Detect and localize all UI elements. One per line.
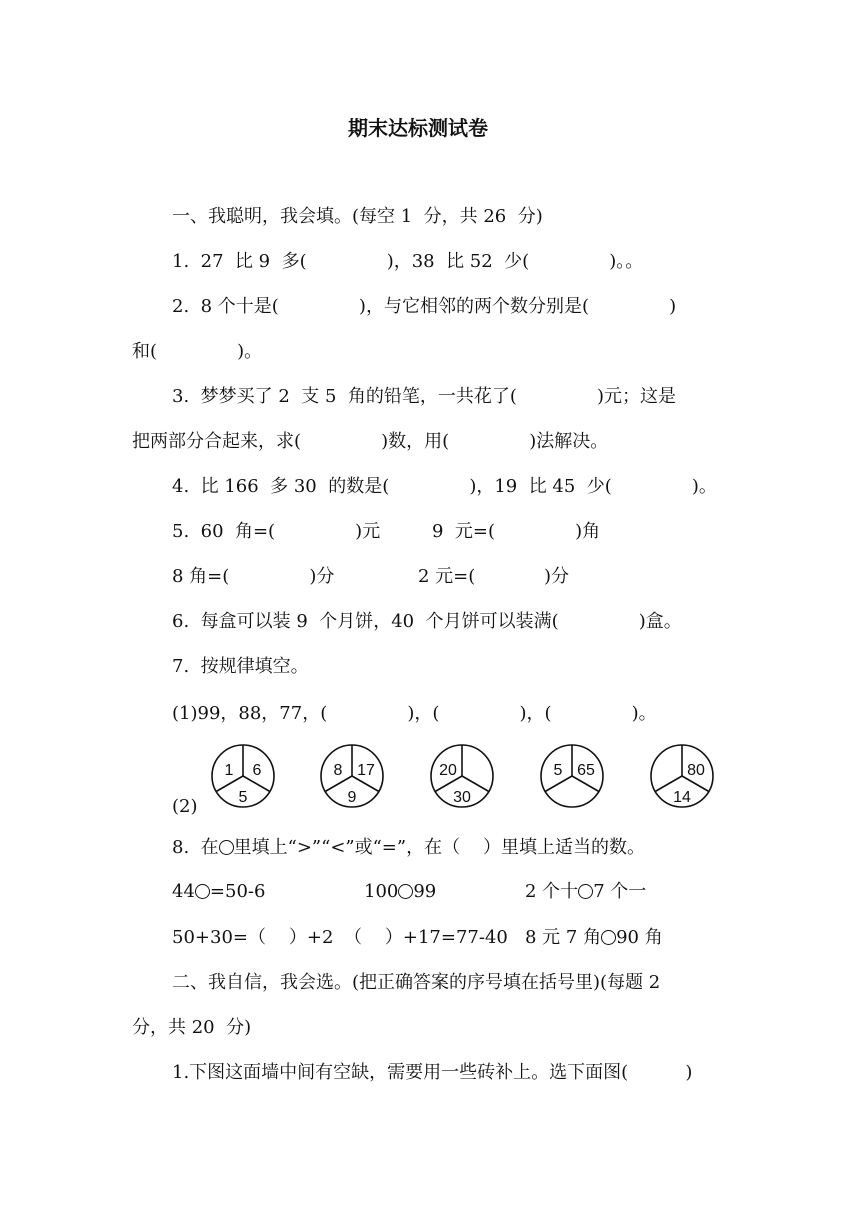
pattern-circle — [212, 745, 274, 807]
pattern-circle — [651, 745, 713, 807]
question-8-b: 100 99 — [364, 881, 437, 902]
question-7: 7. 按规律填空。 — [172, 656, 309, 677]
pattern-circle-number: 8 — [333, 762, 343, 779]
pattern-circle-number: 65 — [577, 762, 595, 779]
question-8: 8. 在 里填上“>”“<”或“=”，在（ ）里填上适当的数。 — [172, 837, 645, 858]
compare-circle-icon — [578, 884, 593, 899]
question-8-f: 8 元 7 角 90 角 — [525, 927, 663, 948]
section2-heading-line2: 分，共 20 分) — [132, 1017, 252, 1038]
pattern-circle-number: 5 — [553, 762, 563, 779]
pattern-circle-number: 1 — [224, 762, 234, 779]
pattern-circle-number: 30 — [453, 789, 471, 806]
pattern-circle-number: 80 — [687, 762, 705, 779]
compare-circle-icon — [219, 840, 234, 855]
question-5c: 8 角=( )分 — [172, 566, 335, 587]
pattern-circle-number: 6 — [252, 762, 262, 779]
question-3-line2: 把两部分合起来，求( )数，用( )法解决。 — [132, 431, 609, 452]
question-8-e: （ ）+17=77-40 — [344, 927, 508, 948]
question-7-1: (1)99，88，77，( )，( )，( )。 — [172, 703, 657, 724]
question-5a: 5. 60 角=( )元 — [172, 521, 381, 542]
compare-circle-icon — [601, 930, 616, 945]
section1-heading: 一、我聪明，我会填。(每空 1 分，共 26 分) — [172, 206, 543, 227]
pattern-circle-number: 9 — [347, 789, 357, 806]
pattern-circle — [541, 745, 603, 807]
pattern-circle-number: 20 — [439, 762, 457, 779]
question-8-c: 2 个十 7 个一 — [525, 881, 647, 902]
compare-circle-icon — [398, 884, 413, 899]
pattern-circle-number: 14 — [673, 789, 691, 806]
question-8-d: 50+30=（ ）+2 — [172, 927, 334, 948]
question-7-2-label: (2) — [172, 796, 198, 817]
pattern-circle — [321, 745, 383, 807]
pattern-circle-number: 5 — [238, 789, 248, 806]
pattern-circle — [431, 745, 493, 807]
question-8-a: 44 =50-6 — [172, 881, 266, 902]
question-6: 6. 每盒可以装 9 个月饼，40 个月饼可以装满( )盒。 — [172, 611, 682, 632]
section2-heading-line1: 二、我自信，我会选。(把正确答案的序号填在括号里)(每题 2 — [172, 972, 661, 993]
question-3-line1: 3. 梦梦买了 2 支 5 角的铅笔，一共花了( )元；这是 — [172, 386, 676, 407]
compare-circle-icon — [195, 884, 210, 899]
page-title: 期末达标测试卷 — [348, 116, 488, 140]
pattern-circle-number: 17 — [357, 762, 375, 779]
section2-question-1: 1.下图这面墙中间有空缺，需要用一些砖补上。选下面图( ) — [172, 1062, 693, 1083]
question-5b: 9 元=( )角 — [432, 521, 601, 542]
question-1: 1. 27 比 9 多( )，38 比 52 少( )。。 — [172, 251, 644, 272]
question-2-line2: 和( )。 — [132, 341, 263, 362]
question-2-line1: 2. 8 个十是( )，与它相邻的两个数分别是( ) — [172, 296, 677, 317]
question-5d: 2 元=( )分 — [418, 566, 569, 587]
question-4: 4. 比 166 多 30 的数是( )，19 比 45 少( )。 — [172, 476, 717, 497]
